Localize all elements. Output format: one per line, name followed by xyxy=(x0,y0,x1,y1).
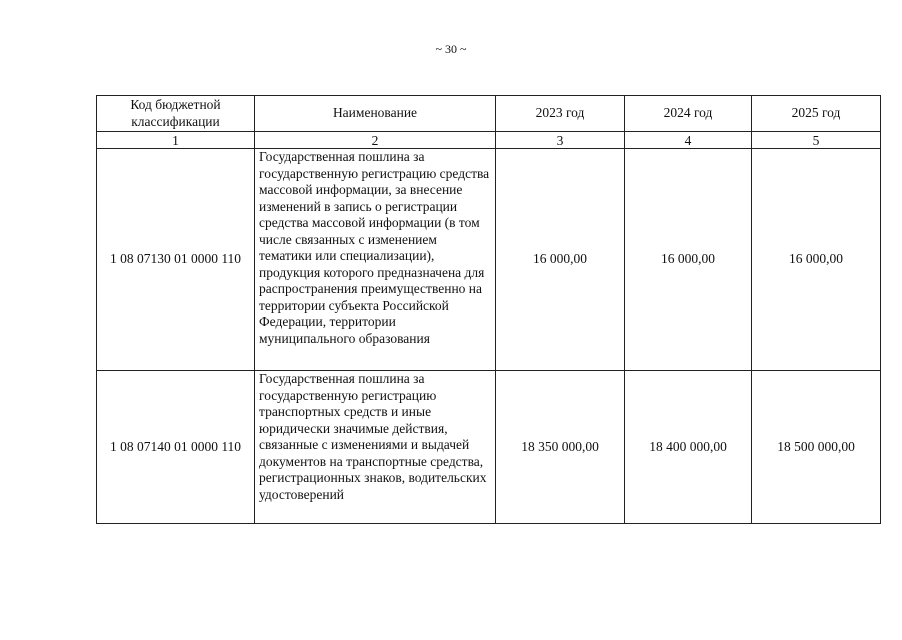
column-number: 1 xyxy=(97,132,255,149)
amount-2024-cell: 16 000,00 xyxy=(625,149,752,371)
amount-2025-cell: 18 500 000,00 xyxy=(752,371,881,524)
revenue-table xyxy=(96,95,881,524)
column-number: 2 xyxy=(255,132,496,149)
header-year-2023: 2023 год xyxy=(496,96,625,132)
amount-2023-cell: 16 000,00 xyxy=(496,149,625,371)
amount-2025-cell: 16 000,00 xyxy=(752,149,881,371)
budget-code-cell: 1 08 07140 01 0000 110 xyxy=(97,371,255,524)
page-number: ~ 30 ~ xyxy=(435,42,467,56)
table-row xyxy=(97,149,881,371)
column-number: 4 xyxy=(625,132,752,149)
header-year-2025: 2025 год xyxy=(752,96,881,132)
column-number-row xyxy=(97,132,881,149)
name-cell: Государственная пошлина за государственную регистрацию транспортных средств и иные юридически значимые действия, связанные с изменениями и выдачей документов на транспортные средства, регистрационных знаков, водительских удостоверений xyxy=(255,371,496,524)
amount-2023-cell: 18 350 000,00 xyxy=(496,371,625,524)
header-name: Наименование xyxy=(255,96,496,132)
amount-2024-cell: 18 400 000,00 xyxy=(625,371,752,524)
table-header-row xyxy=(97,96,881,132)
table-row xyxy=(97,371,881,524)
header-budget-code: Код бюджетной классификации xyxy=(97,96,255,132)
header-year-2024: 2024 год xyxy=(625,96,752,132)
column-number: 5 xyxy=(752,132,881,149)
name-cell: Государственная пошлина за государственную регистрацию средства массовой информации, за внесение изменений в запись о регистрации средства массовой информации (в том числе связанных с изменением тематики или специализации), продукция которого предназначена для распространения преимущественно на территории субъекта Российской Федерации, территории муниципального образования xyxy=(255,149,496,371)
column-number: 3 xyxy=(496,132,625,149)
budget-code-cell: 1 08 07130 01 0000 110 xyxy=(97,149,255,371)
